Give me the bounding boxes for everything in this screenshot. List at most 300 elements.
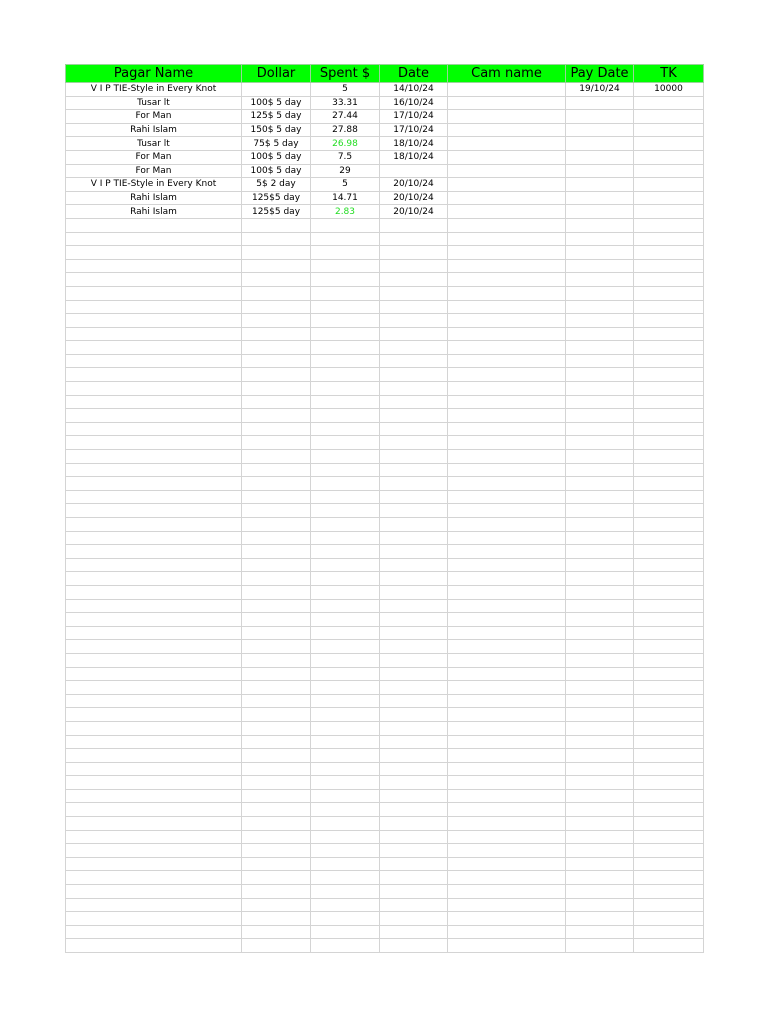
cell-date[interactable]: [380, 681, 448, 695]
cell-pagar-name[interactable]: [66, 545, 242, 559]
cell-pagar-name[interactable]: [66, 885, 242, 899]
cell-date[interactable]: [380, 762, 448, 776]
cell-pay-date[interactable]: [566, 776, 634, 790]
cell-dollar[interactable]: [242, 232, 311, 246]
cell-cam-name[interactable]: [448, 150, 566, 164]
cell-spent[interactable]: [311, 450, 380, 464]
cell-spent[interactable]: [311, 939, 380, 953]
cell-cam-name[interactable]: [448, 341, 566, 355]
cell-pay-date[interactable]: [566, 653, 634, 667]
cell-spent[interactable]: [311, 762, 380, 776]
cell-spent[interactable]: 5: [311, 83, 380, 97]
cell-tk[interactable]: [634, 762, 704, 776]
cell-spent[interactable]: [311, 341, 380, 355]
cell-pagar-name[interactable]: Rahi Islam: [66, 191, 242, 205]
cell-tk[interactable]: [634, 545, 704, 559]
cell-spent[interactable]: [311, 504, 380, 518]
cell-spent[interactable]: 5: [311, 178, 380, 192]
cell-date[interactable]: 18/10/24: [380, 137, 448, 151]
cell-tk[interactable]: [634, 817, 704, 831]
cell-tk[interactable]: [634, 422, 704, 436]
cell-dollar[interactable]: [242, 382, 311, 396]
cell-tk[interactable]: [634, 273, 704, 287]
cell-tk[interactable]: [634, 110, 704, 124]
cell-spent[interactable]: [311, 422, 380, 436]
cell-pay-date[interactable]: [566, 830, 634, 844]
cell-pay-date[interactable]: [566, 178, 634, 192]
cell-dollar[interactable]: [242, 286, 311, 300]
cell-pay-date[interactable]: [566, 721, 634, 735]
cell-cam-name[interactable]: [448, 844, 566, 858]
cell-dollar[interactable]: [242, 871, 311, 885]
cell-tk[interactable]: [634, 613, 704, 627]
cell-date[interactable]: [380, 436, 448, 450]
cell-date[interactable]: [380, 286, 448, 300]
cell-spent[interactable]: 27.88: [311, 123, 380, 137]
cell-pay-date[interactable]: [566, 789, 634, 803]
column-header-date[interactable]: Date: [380, 65, 448, 83]
cell-pay-date[interactable]: [566, 735, 634, 749]
cell-spent[interactable]: [311, 708, 380, 722]
cell-date[interactable]: [380, 613, 448, 627]
cell-pay-date[interactable]: [566, 885, 634, 899]
cell-dollar[interactable]: [242, 939, 311, 953]
cell-pay-date[interactable]: [566, 490, 634, 504]
cell-tk[interactable]: [634, 585, 704, 599]
cell-pagar-name[interactable]: [66, 599, 242, 613]
cell-date[interactable]: [380, 735, 448, 749]
cell-tk[interactable]: [634, 640, 704, 654]
cell-tk[interactable]: [634, 939, 704, 953]
cell-tk[interactable]: [634, 749, 704, 763]
cell-pagar-name[interactable]: [66, 640, 242, 654]
cell-dollar[interactable]: 100$ 5 day: [242, 164, 311, 178]
cell-dollar[interactable]: [242, 341, 311, 355]
cell-cam-name[interactable]: [448, 789, 566, 803]
cell-pay-date[interactable]: [566, 354, 634, 368]
cell-pagar-name[interactable]: [66, 585, 242, 599]
cell-pagar-name[interactable]: [66, 490, 242, 504]
cell-dollar[interactable]: [242, 803, 311, 817]
cell-date[interactable]: [380, 803, 448, 817]
cell-pagar-name[interactable]: [66, 382, 242, 396]
cell-dollar[interactable]: [242, 572, 311, 586]
cell-pay-date[interactable]: [566, 898, 634, 912]
cell-dollar[interactable]: [242, 912, 311, 926]
cell-dollar[interactable]: [242, 762, 311, 776]
cell-pagar-name[interactable]: [66, 354, 242, 368]
cell-tk[interactable]: [634, 735, 704, 749]
cell-cam-name[interactable]: [448, 382, 566, 396]
cell-spent[interactable]: [311, 640, 380, 654]
cell-spent[interactable]: [311, 735, 380, 749]
cell-date[interactable]: [380, 572, 448, 586]
cell-cam-name[interactable]: [448, 817, 566, 831]
cell-cam-name[interactable]: [448, 205, 566, 219]
cell-pay-date[interactable]: [566, 585, 634, 599]
cell-dollar[interactable]: [242, 599, 311, 613]
cell-cam-name[interactable]: [448, 273, 566, 287]
cell-spent[interactable]: [311, 409, 380, 423]
cell-tk[interactable]: [634, 721, 704, 735]
cell-pagar-name[interactable]: [66, 694, 242, 708]
cell-cam-name[interactable]: [448, 857, 566, 871]
cell-dollar[interactable]: 75$ 5 day: [242, 137, 311, 151]
cell-tk[interactable]: [634, 694, 704, 708]
cell-spent[interactable]: [311, 599, 380, 613]
cell-date[interactable]: [380, 830, 448, 844]
cell-cam-name[interactable]: [448, 626, 566, 640]
cell-dollar[interactable]: [242, 422, 311, 436]
cell-pay-date[interactable]: [566, 912, 634, 926]
cell-pay-date[interactable]: [566, 450, 634, 464]
cell-date[interactable]: [380, 232, 448, 246]
cell-date[interactable]: [380, 844, 448, 858]
cell-pagar-name[interactable]: [66, 246, 242, 260]
cell-pay-date[interactable]: [566, 150, 634, 164]
cell-spent[interactable]: [311, 218, 380, 232]
cell-dollar[interactable]: [242, 83, 311, 97]
cell-spent[interactable]: [311, 776, 380, 790]
cell-spent[interactable]: [311, 490, 380, 504]
cell-cam-name[interactable]: [448, 123, 566, 137]
cell-dollar[interactable]: 125$ 5 day: [242, 110, 311, 124]
cell-tk[interactable]: [634, 518, 704, 532]
cell-pay-date[interactable]: [566, 137, 634, 151]
cell-spent[interactable]: [311, 477, 380, 491]
cell-date[interactable]: [380, 504, 448, 518]
cell-cam-name[interactable]: [448, 912, 566, 926]
cell-tk[interactable]: [634, 477, 704, 491]
cell-dollar[interactable]: 150$ 5 day: [242, 123, 311, 137]
cell-pay-date[interactable]: [566, 640, 634, 654]
cell-cam-name[interactable]: [448, 137, 566, 151]
cell-cam-name[interactable]: [448, 667, 566, 681]
cell-dollar[interactable]: [242, 708, 311, 722]
cell-tk[interactable]: [634, 885, 704, 899]
cell-spent[interactable]: [311, 436, 380, 450]
cell-cam-name[interactable]: [448, 354, 566, 368]
cell-dollar[interactable]: [242, 749, 311, 763]
cell-cam-name[interactable]: [448, 232, 566, 246]
column-header-pay-date[interactable]: Pay Date: [566, 65, 634, 83]
cell-pagar-name[interactable]: [66, 218, 242, 232]
cell-dollar[interactable]: [242, 681, 311, 695]
cell-spent[interactable]: [311, 382, 380, 396]
cell-date[interactable]: [380, 382, 448, 396]
cell-cam-name[interactable]: [448, 925, 566, 939]
cell-cam-name[interactable]: [448, 96, 566, 110]
cell-cam-name[interactable]: [448, 572, 566, 586]
cell-tk[interactable]: [634, 572, 704, 586]
cell-spent[interactable]: [311, 395, 380, 409]
cell-date[interactable]: [380, 585, 448, 599]
cell-date[interactable]: [380, 259, 448, 273]
cell-cam-name[interactable]: [448, 436, 566, 450]
cell-spent[interactable]: [311, 259, 380, 273]
cell-date[interactable]: 17/10/24: [380, 110, 448, 124]
cell-pay-date[interactable]: [566, 749, 634, 763]
cell-pagar-name[interactable]: For Man: [66, 110, 242, 124]
cell-pay-date[interactable]: 19/10/24: [566, 83, 634, 97]
cell-pagar-name[interactable]: [66, 422, 242, 436]
cell-date[interactable]: 20/10/24: [380, 178, 448, 192]
cell-date[interactable]: [380, 789, 448, 803]
cell-pay-date[interactable]: [566, 681, 634, 695]
cell-date[interactable]: [380, 477, 448, 491]
cell-date[interactable]: [380, 300, 448, 314]
cell-date[interactable]: [380, 626, 448, 640]
cell-pay-date[interactable]: [566, 939, 634, 953]
cell-pagar-name[interactable]: V I P TIE-Style in Every Knot: [66, 83, 242, 97]
cell-date[interactable]: [380, 749, 448, 763]
cell-dollar[interactable]: [242, 545, 311, 559]
cell-dollar[interactable]: [242, 314, 311, 328]
cell-pay-date[interactable]: [566, 341, 634, 355]
cell-pagar-name[interactable]: [66, 368, 242, 382]
cell-cam-name[interactable]: [448, 898, 566, 912]
cell-cam-name[interactable]: [448, 939, 566, 953]
cell-date[interactable]: [380, 898, 448, 912]
cell-dollar[interactable]: [242, 721, 311, 735]
cell-pagar-name[interactable]: [66, 735, 242, 749]
cell-spent[interactable]: [311, 721, 380, 735]
cell-tk[interactable]: [634, 708, 704, 722]
cell-spent[interactable]: [311, 844, 380, 858]
cell-cam-name[interactable]: [448, 300, 566, 314]
cell-cam-name[interactable]: [448, 885, 566, 899]
cell-tk[interactable]: [634, 137, 704, 151]
cell-pagar-name[interactable]: [66, 830, 242, 844]
cell-cam-name[interactable]: [448, 735, 566, 749]
cell-tk[interactable]: [634, 191, 704, 205]
cell-pay-date[interactable]: [566, 599, 634, 613]
cell-tk[interactable]: [634, 327, 704, 341]
cell-date[interactable]: [380, 653, 448, 667]
cell-tk[interactable]: [634, 123, 704, 137]
cell-tk[interactable]: [634, 395, 704, 409]
cell-spent[interactable]: [311, 898, 380, 912]
cell-dollar[interactable]: 100$ 5 day: [242, 150, 311, 164]
cell-date[interactable]: [380, 368, 448, 382]
cell-pagar-name[interactable]: [66, 762, 242, 776]
cell-pay-date[interactable]: [566, 572, 634, 586]
cell-spent[interactable]: [311, 817, 380, 831]
cell-pagar-name[interactable]: [66, 232, 242, 246]
cell-tk[interactable]: [634, 681, 704, 695]
cell-spent[interactable]: [311, 572, 380, 586]
cell-dollar[interactable]: [242, 218, 311, 232]
cell-dollar[interactable]: [242, 518, 311, 532]
cell-date[interactable]: [380, 450, 448, 464]
cell-dollar[interactable]: [242, 653, 311, 667]
cell-pagar-name[interactable]: [66, 749, 242, 763]
cell-tk[interactable]: [634, 789, 704, 803]
cell-dollar[interactable]: [242, 857, 311, 871]
cell-pagar-name[interactable]: [66, 708, 242, 722]
cell-pagar-name[interactable]: For Man: [66, 164, 242, 178]
cell-cam-name[interactable]: [448, 83, 566, 97]
cell-cam-name[interactable]: [448, 640, 566, 654]
cell-cam-name[interactable]: [448, 653, 566, 667]
column-header-dollar[interactable]: Dollar: [242, 65, 311, 83]
cell-cam-name[interactable]: [448, 803, 566, 817]
cell-dollar[interactable]: [242, 531, 311, 545]
cell-tk[interactable]: [634, 341, 704, 355]
cell-cam-name[interactable]: [448, 110, 566, 124]
cell-tk[interactable]: [634, 409, 704, 423]
cell-pay-date[interactable]: [566, 803, 634, 817]
cell-tk[interactable]: [634, 286, 704, 300]
cell-spent[interactable]: [311, 871, 380, 885]
cell-date[interactable]: [380, 871, 448, 885]
cell-spent[interactable]: [311, 531, 380, 545]
cell-date[interactable]: [380, 409, 448, 423]
cell-spent[interactable]: [311, 354, 380, 368]
cell-spent[interactable]: [311, 789, 380, 803]
cell-pay-date[interactable]: [566, 477, 634, 491]
cell-cam-name[interactable]: [448, 246, 566, 260]
cell-pay-date[interactable]: [566, 286, 634, 300]
cell-dollar[interactable]: [242, 694, 311, 708]
cell-spent[interactable]: [311, 803, 380, 817]
cell-cam-name[interactable]: [448, 613, 566, 627]
cell-tk[interactable]: [634, 300, 704, 314]
cell-cam-name[interactable]: [448, 585, 566, 599]
column-header-pagar-name[interactable]: Pagar Name: [66, 65, 242, 83]
cell-cam-name[interactable]: [448, 164, 566, 178]
cell-tk[interactable]: [634, 164, 704, 178]
cell-pay-date[interactable]: [566, 123, 634, 137]
cell-tk[interactable]: [634, 436, 704, 450]
cell-date[interactable]: 18/10/24: [380, 150, 448, 164]
cell-pagar-name[interactable]: [66, 286, 242, 300]
cell-date[interactable]: 16/10/24: [380, 96, 448, 110]
cell-pagar-name[interactable]: [66, 477, 242, 491]
cell-date[interactable]: [380, 395, 448, 409]
cell-pay-date[interactable]: [566, 259, 634, 273]
cell-pay-date[interactable]: [566, 205, 634, 219]
cell-pay-date[interactable]: [566, 232, 634, 246]
cell-date[interactable]: [380, 721, 448, 735]
cell-pay-date[interactable]: [566, 395, 634, 409]
cell-pagar-name[interactable]: [66, 518, 242, 532]
cell-spent[interactable]: [311, 300, 380, 314]
cell-dollar[interactable]: [242, 789, 311, 803]
cell-pay-date[interactable]: [566, 327, 634, 341]
cell-date[interactable]: [380, 640, 448, 654]
cell-date[interactable]: [380, 314, 448, 328]
cell-cam-name[interactable]: [448, 286, 566, 300]
cell-tk[interactable]: [634, 830, 704, 844]
cell-date[interactable]: 17/10/24: [380, 123, 448, 137]
cell-pay-date[interactable]: [566, 667, 634, 681]
cell-pay-date[interactable]: [566, 436, 634, 450]
cell-spent[interactable]: [311, 585, 380, 599]
cell-tk[interactable]: [634, 803, 704, 817]
cell-cam-name[interactable]: [448, 218, 566, 232]
cell-cam-name[interactable]: [448, 681, 566, 695]
cell-spent[interactable]: [311, 314, 380, 328]
cell-pagar-name[interactable]: [66, 259, 242, 273]
cell-pay-date[interactable]: [566, 191, 634, 205]
cell-spent[interactable]: 33.31: [311, 96, 380, 110]
cell-spent[interactable]: 14.71: [311, 191, 380, 205]
cell-pay-date[interactable]: [566, 409, 634, 423]
cell-pay-date[interactable]: [566, 246, 634, 260]
cell-pagar-name[interactable]: [66, 531, 242, 545]
cell-spent[interactable]: [311, 667, 380, 681]
column-header-tk[interactable]: TK: [634, 65, 704, 83]
cell-tk[interactable]: [634, 653, 704, 667]
cell-pagar-name[interactable]: Tusar lt: [66, 96, 242, 110]
cell-dollar[interactable]: [242, 246, 311, 260]
cell-date[interactable]: [380, 341, 448, 355]
cell-spent[interactable]: [311, 694, 380, 708]
cell-spent[interactable]: [311, 463, 380, 477]
cell-spent[interactable]: 27.44: [311, 110, 380, 124]
cell-dollar[interactable]: 5$ 2 day: [242, 178, 311, 192]
cell-cam-name[interactable]: [448, 518, 566, 532]
cell-tk[interactable]: [634, 531, 704, 545]
cell-dollar[interactable]: [242, 626, 311, 640]
cell-dollar[interactable]: [242, 817, 311, 831]
cell-tk[interactable]: [634, 844, 704, 858]
cell-pagar-name[interactable]: [66, 395, 242, 409]
cell-cam-name[interactable]: [448, 490, 566, 504]
cell-pay-date[interactable]: [566, 817, 634, 831]
cell-date[interactable]: [380, 490, 448, 504]
cell-tk[interactable]: [634, 232, 704, 246]
cell-pagar-name[interactable]: [66, 653, 242, 667]
cell-pagar-name[interactable]: [66, 844, 242, 858]
cell-date[interactable]: [380, 327, 448, 341]
cell-cam-name[interactable]: [448, 504, 566, 518]
cell-cam-name[interactable]: [448, 545, 566, 559]
cell-spent[interactable]: [311, 681, 380, 695]
cell-pagar-name[interactable]: [66, 572, 242, 586]
cell-tk[interactable]: [634, 857, 704, 871]
cell-dollar[interactable]: [242, 395, 311, 409]
cell-pay-date[interactable]: [566, 422, 634, 436]
cell-pagar-name[interactable]: [66, 463, 242, 477]
cell-cam-name[interactable]: [448, 314, 566, 328]
cell-pay-date[interactable]: [566, 218, 634, 232]
cell-dollar[interactable]: [242, 436, 311, 450]
cell-dollar[interactable]: [242, 327, 311, 341]
cell-tk[interactable]: [634, 368, 704, 382]
cell-pay-date[interactable]: [566, 857, 634, 871]
cell-dollar[interactable]: [242, 504, 311, 518]
cell-tk[interactable]: [634, 205, 704, 219]
cell-spent[interactable]: 7.5: [311, 150, 380, 164]
cell-pagar-name[interactable]: Rahi Islam: [66, 205, 242, 219]
cell-cam-name[interactable]: [448, 395, 566, 409]
cell-pagar-name[interactable]: [66, 789, 242, 803]
cell-pay-date[interactable]: [566, 273, 634, 287]
cell-dollar[interactable]: [242, 640, 311, 654]
cell-pagar-name[interactable]: [66, 939, 242, 953]
cell-spent[interactable]: [311, 925, 380, 939]
cell-tk[interactable]: [634, 450, 704, 464]
cell-pay-date[interactable]: [566, 871, 634, 885]
cell-pay-date[interactable]: [566, 925, 634, 939]
cell-cam-name[interactable]: [448, 178, 566, 192]
cell-spent[interactable]: [311, 626, 380, 640]
cell-cam-name[interactable]: [448, 259, 566, 273]
cell-date[interactable]: [380, 885, 448, 899]
cell-cam-name[interactable]: [448, 463, 566, 477]
